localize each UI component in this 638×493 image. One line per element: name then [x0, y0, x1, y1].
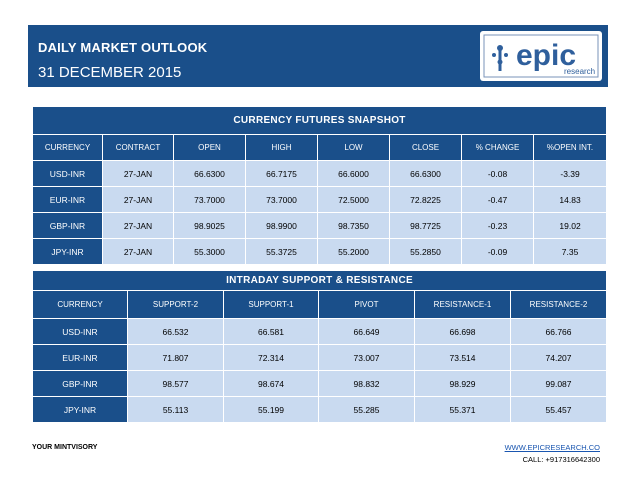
- table-row: [33, 345, 607, 371]
- table-cell: 55.457: [511, 397, 607, 423]
- table-cell: 72.5000: [318, 187, 390, 213]
- currency-cell: USD-INR: [33, 319, 128, 345]
- table-cell: -0.08: [462, 161, 534, 187]
- table-cell: 66.6300: [390, 161, 462, 187]
- table-cell: 73.514: [415, 345, 511, 371]
- currency-cell: GBP-INR: [33, 371, 128, 397]
- table-row: [33, 213, 607, 239]
- table-cell: 66.581: [224, 319, 319, 345]
- table-cell: 66.7175: [246, 161, 318, 187]
- table-cell: -0.23: [462, 213, 534, 239]
- table-cell: 98.929: [415, 371, 511, 397]
- table-cell: 98.832: [319, 371, 415, 397]
- currency-cell: GBP-INR: [33, 213, 103, 239]
- call-number: CALL: +917316642300: [522, 455, 600, 464]
- table-cell: 72.8225: [390, 187, 462, 213]
- col-header: RESISTANCE-2: [511, 291, 607, 319]
- table-cell: 55.2000: [318, 239, 390, 265]
- table-cell: 27-JAN: [103, 187, 174, 213]
- report-header: [28, 25, 608, 87]
- col-header: CONTRACT: [103, 135, 174, 161]
- table-cell: 55.3000: [174, 239, 246, 265]
- table-cell: 98.7725: [390, 213, 462, 239]
- intraday-table: [32, 270, 607, 423]
- table-cell: 55.199: [224, 397, 319, 423]
- futures-table: [32, 106, 607, 265]
- futures-title: CURRENCY FUTURES SNAPSHOT: [33, 107, 607, 135]
- col-header: %OPEN INT.: [534, 135, 607, 161]
- table-cell: 14.83: [534, 187, 607, 213]
- table-cell: 71.807: [128, 345, 224, 371]
- report-title: DAILY MARKET OUTLOOK: [38, 40, 208, 55]
- logo-subtext: research: [564, 67, 596, 76]
- table-row: [33, 319, 607, 345]
- footer-contact: [505, 442, 600, 466]
- currency-cell: USD-INR: [33, 161, 103, 187]
- currency-cell: EUR-INR: [33, 345, 128, 371]
- table-cell: 27-JAN: [103, 239, 174, 265]
- col-header: SUPPORT-2: [128, 291, 224, 319]
- table-cell: 55.285: [319, 397, 415, 423]
- table-cell: 73.7000: [174, 187, 246, 213]
- table-cell: 55.3725: [246, 239, 318, 265]
- table-cell: 72.314: [224, 345, 319, 371]
- table-cell: 55.371: [415, 397, 511, 423]
- col-header: RESISTANCE-1: [415, 291, 511, 319]
- table-cell: 27-JAN: [103, 161, 174, 187]
- report-date: 31 DECEMBER 2015: [38, 64, 182, 81]
- col-header: CURRENCY: [33, 135, 103, 161]
- col-header: OPEN: [174, 135, 246, 161]
- table-cell: 55.2850: [390, 239, 462, 265]
- table-cell: 98.674: [224, 371, 319, 397]
- epic-research-logo: [480, 31, 602, 81]
- col-header: LOW: [318, 135, 390, 161]
- table-cell: 19.02: [534, 213, 607, 239]
- footer-tagline: YOUR MINTVISORY: [32, 444, 98, 451]
- table-cell: 66.766: [511, 319, 607, 345]
- table-row: [33, 187, 607, 213]
- col-header: PIVOT: [319, 291, 415, 319]
- col-header: HIGH: [246, 135, 318, 161]
- table-cell: 98.9025: [174, 213, 246, 239]
- currency-cell: JPY-INR: [33, 239, 103, 265]
- table-cell: 66.6000: [318, 161, 390, 187]
- table-cell: 98.7350: [318, 213, 390, 239]
- col-header: CLOSE: [390, 135, 462, 161]
- logo-text: epic: [516, 39, 577, 72]
- table-cell: -3.39: [534, 161, 607, 187]
- currency-cell: JPY-INR: [33, 397, 128, 423]
- table-row: [33, 161, 607, 187]
- table-cell: 66.649: [319, 319, 415, 345]
- website-link[interactable]: WWW.EPICRESEARCH.CO: [504, 443, 600, 452]
- table-cell: 73.7000: [246, 187, 318, 213]
- col-header: % CHANGE: [462, 135, 534, 161]
- table-cell: 99.087: [511, 371, 607, 397]
- table-row: [33, 397, 607, 423]
- intraday-title: INTRADAY SUPPORT & RESISTANCE: [33, 271, 607, 291]
- table-cell: 55.113: [128, 397, 224, 423]
- table-cell: 66.532: [128, 319, 224, 345]
- table-cell: 27-JAN: [103, 213, 174, 239]
- table-cell: 7.35: [534, 239, 607, 265]
- col-header: SUPPORT-1: [224, 291, 319, 319]
- table-cell: 98.9900: [246, 213, 318, 239]
- col-header: CURRENCY: [33, 291, 128, 319]
- table-cell: 73.007: [319, 345, 415, 371]
- table-cell: -0.47: [462, 187, 534, 213]
- table-cell: 66.6300: [174, 161, 246, 187]
- table-cell: 98.577: [128, 371, 224, 397]
- table-row: [33, 239, 607, 265]
- table-cell: 66.698: [415, 319, 511, 345]
- table-cell: -0.09: [462, 239, 534, 265]
- currency-cell: EUR-INR: [33, 187, 103, 213]
- table-row: [33, 371, 607, 397]
- table-cell: 74.207: [511, 345, 607, 371]
